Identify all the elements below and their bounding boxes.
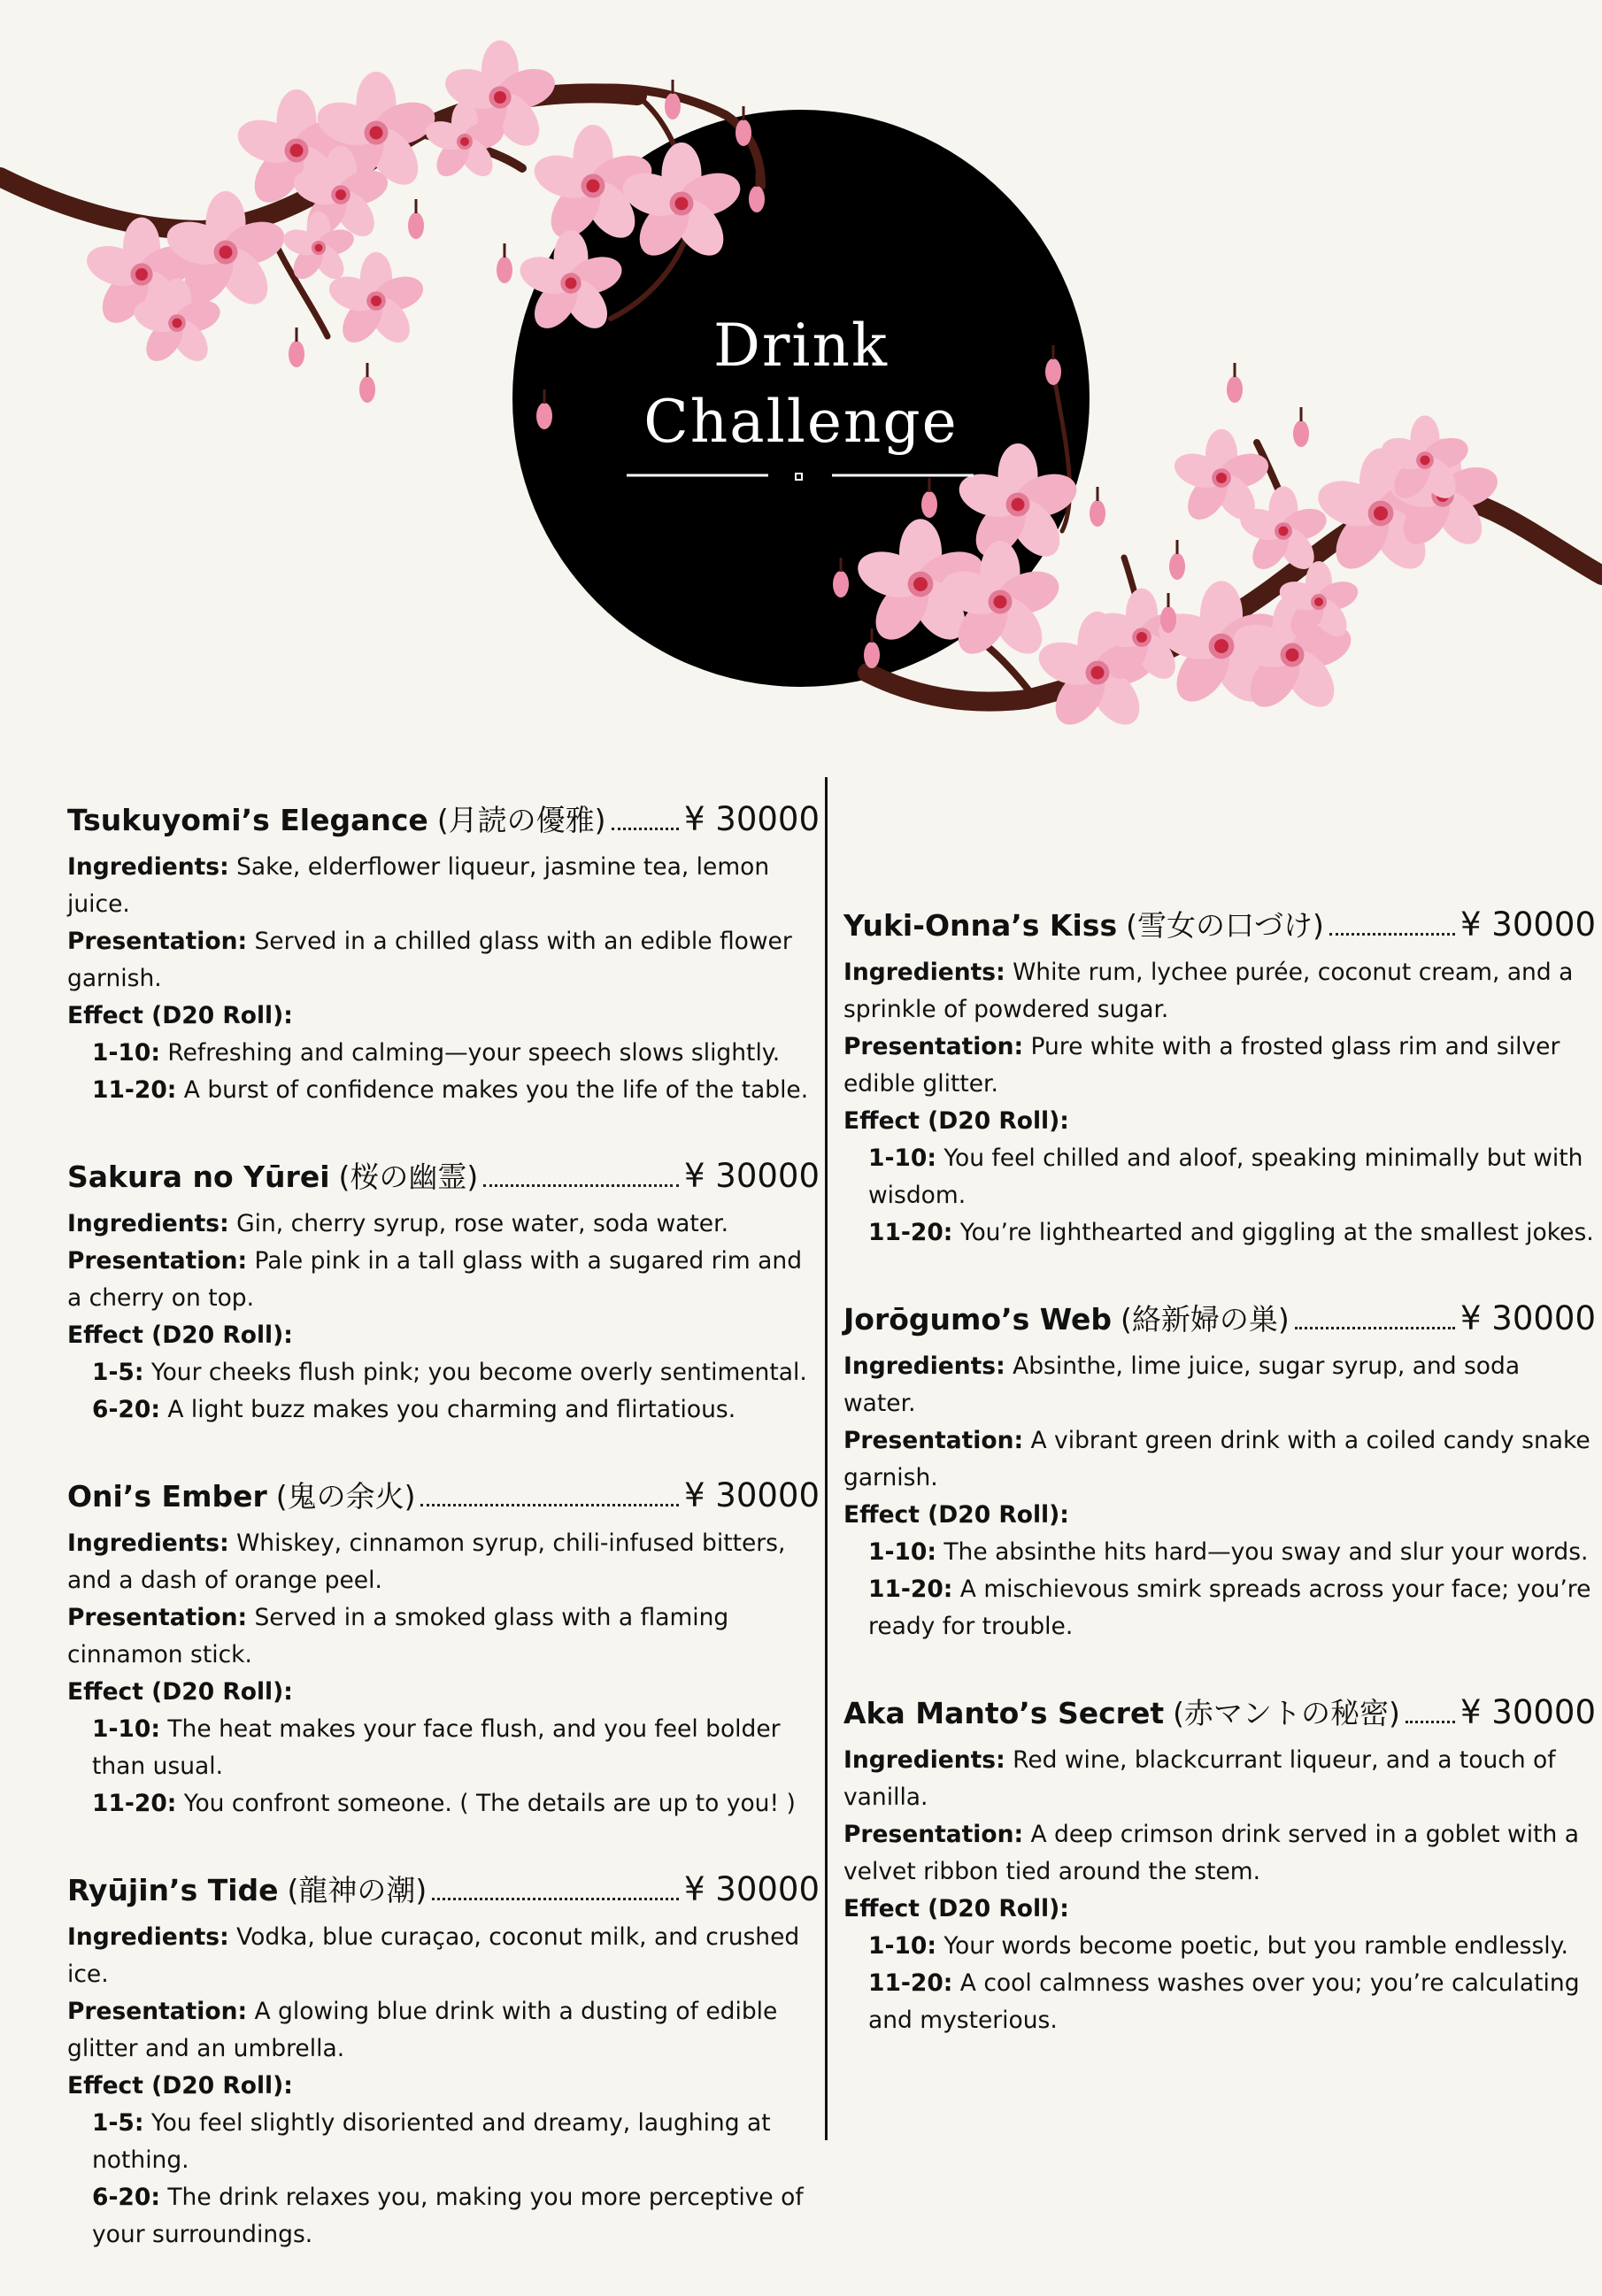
effect-heading	[67, 1317, 820, 1354]
dot-leader	[1329, 933, 1455, 936]
dot-leader	[1295, 1327, 1455, 1329]
presentation-text: A glowing blue drink with a dusting of edible glitter and an umbrella.	[67, 1998, 778, 2062]
ingredients-label: Ingredients:	[843, 1352, 1005, 1380]
effect-label: Effect (D20 Roll):	[843, 1895, 1069, 1922]
drink-title	[67, 795, 820, 845]
drink-price: ¥ 30000	[1460, 905, 1596, 944]
roll-result	[67, 1711, 820, 1785]
presentation-label: Presentation:	[843, 1427, 1024, 1454]
drink-name: Jorōgumo’s Web	[843, 1302, 1112, 1337]
roll-result	[67, 1785, 820, 1822]
drink-japanese-name: (赤マントの秘密)	[1173, 1696, 1400, 1730]
roll-result	[67, 2105, 820, 2179]
ingredients-label: Ingredients:	[67, 1923, 229, 1951]
drink-price: ¥ 30000	[1460, 1693, 1596, 1731]
drink-name: Tsukuyomi’s Elegance	[67, 803, 428, 837]
roll-text: Your cheeks flush pink; you become overly sentimental.	[150, 1359, 807, 1386]
roll-result	[843, 1928, 1596, 1965]
roll-text: The heat makes your face flush, and you feel bolder than usual.	[92, 1715, 781, 1780]
presentation-text: Served in a smoked glass with a flaming cinnamon stick.	[67, 1604, 729, 1668]
ingredients-text: Red wine, blackcurrant liqueur, and a touch of vanilla.	[843, 1746, 1556, 1811]
drink-item	[843, 1688, 1596, 2039]
presentation-line	[67, 1993, 820, 2068]
drink-japanese-name: (桜の幽霊)	[338, 1160, 479, 1194]
roll-result	[67, 1035, 820, 1072]
title-line-2: Challenge	[643, 388, 959, 456]
dot-leader	[483, 1184, 679, 1187]
roll-range: 11-20:	[868, 1219, 953, 1246]
roll-text: You feel slightly disoriented and dreamy, laughing at nothing.	[92, 2109, 771, 2174]
menu-column-right	[843, 900, 1596, 2082]
drink-japanese-name: (月読の優雅)	[436, 803, 606, 837]
presentation-line	[843, 1816, 1596, 1891]
presentation-text: Pale pink in a tall glass with a sugared rim and a cherry on top.	[67, 1247, 803, 1312]
roll-range: 1-10:	[92, 1039, 160, 1067]
drink-title	[843, 900, 1596, 951]
roll-text: You’re lighthearted and giggling at the smallest jokes.	[959, 1219, 1594, 1246]
roll-range: 6-20:	[92, 1396, 160, 1423]
effect-heading	[843, 1103, 1596, 1140]
drink-item	[67, 1152, 820, 1429]
drink-name: Sakura no Yūrei	[67, 1160, 330, 1194]
header-illustration	[0, 0, 1602, 761]
roll-text: A cool calmness washes over you; you’re calculating and mysterious.	[868, 1969, 1580, 2034]
drink-price: ¥ 30000	[683, 1157, 820, 1195]
ingredients-text: Vodka, blue curaçao, coconut milk, and crushed ice.	[67, 1923, 800, 1988]
roll-result	[67, 1072, 820, 1109]
drink-name: Yuki-Onna’s Kiss	[843, 908, 1118, 943]
roll-text: You feel chilled and aloof, speaking minimally but with wisdom.	[868, 1144, 1583, 1209]
drink-title	[67, 1152, 820, 1202]
roll-range: 6-20:	[92, 2184, 160, 2211]
ingredients-line	[843, 1348, 1596, 1422]
drink-title	[843, 1688, 1596, 1738]
drink-item	[843, 1294, 1596, 1645]
roll-result	[843, 1534, 1596, 1571]
presentation-label: Presentation:	[67, 1247, 248, 1275]
roll-range: 1-5:	[92, 1359, 144, 1386]
drink-title	[67, 1865, 820, 1915]
roll-text: A burst of confidence makes you the life of the table.	[183, 1076, 809, 1104]
ingredients-line	[67, 1206, 820, 1243]
ingredients-line	[843, 954, 1596, 1029]
drink-title	[843, 1294, 1596, 1344]
ingredients-text: Absinthe, lime juice, sugar syrup, and soda water.	[843, 1352, 1521, 1417]
roll-text: The drink relaxes you, making you more perceptive of your surroundings.	[92, 2184, 804, 2248]
drink-price: ¥ 30000	[683, 1476, 820, 1514]
presentation-text: A deep crimson drink served in a goblet with a velvet ribbon tied around the stem.	[843, 1821, 1579, 1885]
roll-result	[843, 1140, 1596, 1214]
effect-label: Effect (D20 Roll):	[843, 1107, 1069, 1135]
presentation-label: Presentation:	[843, 1821, 1024, 1848]
ingredients-text: Gin, cherry syrup, rose water, soda water.	[236, 1210, 729, 1237]
effect-heading	[67, 1674, 820, 1711]
roll-range: 11-20:	[92, 1790, 177, 1817]
effect-label: Effect (D20 Roll):	[67, 2072, 293, 2100]
roll-text: Refreshing and calming—your speech slows slightly.	[167, 1039, 781, 1067]
effect-heading	[67, 998, 820, 1035]
drink-japanese-name: (龍神の潮)	[287, 1873, 427, 1907]
ingredients-text: Whiskey, cinnamon syrup, chili-infused bitters, and a dash of orange peel.	[67, 1529, 786, 1594]
effect-heading	[843, 1497, 1596, 1534]
ingredients-label: Ingredients:	[843, 959, 1005, 986]
roll-result	[67, 1354, 820, 1391]
effect-heading	[843, 1891, 1596, 1928]
effect-label: Effect (D20 Roll):	[843, 1501, 1069, 1529]
ingredients-text: White rum, lychee purée, coconut cream, and a sprinkle of powdered sugar.	[843, 959, 1574, 1023]
effect-heading	[67, 2068, 820, 2105]
dot-leader	[1406, 1721, 1455, 1723]
drink-price: ¥ 30000	[1460, 1299, 1596, 1337]
menu-column-left	[67, 795, 820, 2296]
ingredients-label: Ingredients:	[843, 1746, 1005, 1774]
roll-result	[67, 1391, 820, 1429]
effect-label: Effect (D20 Roll):	[67, 1002, 293, 1029]
drink-name: Ryūjin’s Tide	[67, 1873, 279, 1907]
ingredients-label: Ingredients:	[67, 1210, 229, 1237]
roll-text: The absinthe hits hard—you sway and slur your words.	[943, 1538, 1589, 1566]
ingredients-label: Ingredients:	[67, 1529, 229, 1557]
roll-range: 1-5:	[92, 2109, 144, 2137]
drink-item	[67, 1865, 820, 2254]
presentation-label: Presentation:	[67, 1604, 248, 1631]
roll-range: 11-20:	[868, 1969, 953, 1997]
drink-title	[67, 1471, 820, 1522]
presentation-line	[67, 923, 820, 998]
ingredients-text: Sake, elderflower liqueur, jasmine tea, lemon juice.	[67, 853, 770, 918]
roll-text: A mischievous smirk spreads across your face; you’re ready for trouble.	[868, 1576, 1591, 1640]
presentation-line	[843, 1029, 1596, 1103]
drink-name: Aka Manto’s Secret	[843, 1696, 1165, 1730]
drink-item	[843, 900, 1596, 1252]
drink-item	[67, 795, 820, 1109]
roll-text: Your words become poetic, but you ramble endlessly.	[943, 1932, 1568, 1960]
ingredients-line	[67, 1919, 820, 1993]
presentation-text: Pure white with a frosted glass rim and silver edible glitter.	[843, 1033, 1560, 1098]
presentation-text: Served in a chilled glass with an edible flower garnish.	[67, 928, 792, 992]
presentation-line	[843, 1422, 1596, 1497]
roll-text: A light buzz makes you charming and flirtatious.	[167, 1396, 736, 1423]
column-divider	[825, 777, 828, 2140]
ingredients-line	[67, 849, 820, 923]
presentation-line	[67, 1243, 820, 1317]
roll-result	[843, 1571, 1596, 1645]
drink-price: ¥ 30000	[683, 800, 820, 838]
dot-leader	[612, 828, 679, 830]
ingredients-line	[843, 1742, 1596, 1816]
effect-label: Effect (D20 Roll):	[67, 1321, 293, 1349]
drink-item	[67, 1471, 820, 1822]
drink-price: ¥ 30000	[683, 1870, 820, 1908]
dot-leader	[420, 1504, 679, 1506]
effect-label: Effect (D20 Roll):	[67, 1678, 293, 1706]
roll-range: 11-20:	[868, 1576, 953, 1603]
drink-japanese-name: (雪女の口づけ)	[1126, 908, 1324, 943]
presentation-line	[67, 1599, 820, 1674]
roll-result	[67, 2179, 820, 2254]
drink-japanese-name: (鬼の余火)	[275, 1479, 416, 1514]
drink-name: Oni’s Ember	[67, 1479, 267, 1514]
title-line-1: Drink	[712, 312, 890, 380]
roll-range: 11-20:	[92, 1076, 177, 1104]
presentation-label: Presentation:	[67, 1998, 248, 2025]
roll-text: You confront someone. ( The details are up to you! )	[183, 1790, 796, 1817]
dot-leader	[432, 1898, 679, 1900]
ingredients-line	[67, 1525, 820, 1599]
roll-result	[843, 1214, 1596, 1252]
ingredients-label: Ingredients:	[67, 853, 229, 881]
presentation-label: Presentation:	[67, 928, 248, 955]
roll-range: 1-10:	[92, 1715, 160, 1743]
roll-range: 1-10:	[868, 1144, 936, 1172]
presentation-label: Presentation:	[843, 1033, 1024, 1060]
roll-result	[843, 1965, 1596, 2039]
roll-range: 1-10:	[868, 1538, 936, 1566]
presentation-text: A vibrant green drink with a coiled candy snake garnish.	[843, 1427, 1590, 1491]
drink-japanese-name: (絡新婦の巣)	[1120, 1302, 1290, 1337]
roll-range: 1-10:	[868, 1932, 936, 1960]
